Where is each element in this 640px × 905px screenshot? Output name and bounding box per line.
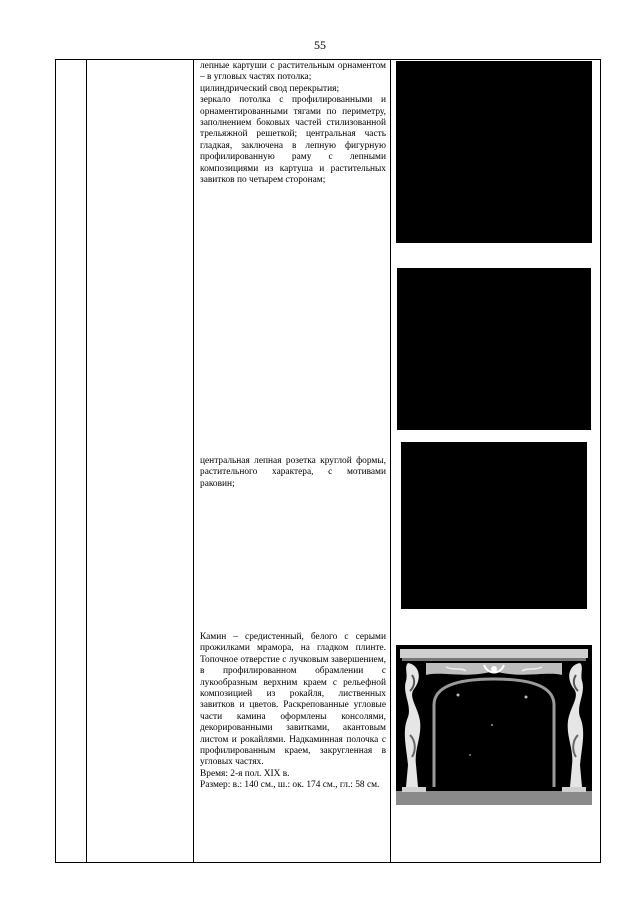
column-divider-3 xyxy=(390,60,391,862)
fireplace-time: Время: 2-я пол. XIX в. xyxy=(200,768,290,779)
fireplace-illustration xyxy=(396,645,592,805)
column-divider-1 xyxy=(86,60,87,862)
fireplace-size: Размер: в.: 140 см., ш.: ок. 174 см., гл.: 58 см. xyxy=(200,780,380,791)
ceiling-line-cartouche: лепные картуши с растительным орнаментом – в угловых частях потолка; xyxy=(200,61,386,83)
ceiling-cartouche-photo xyxy=(396,61,592,243)
rosette-text: центральная лепная розетка круглой формы, растительного характера, с мотивами раковин; xyxy=(200,456,386,489)
ceiling-line-vault: цилиндрический свод перекрытия; xyxy=(200,83,340,94)
ceiling-description xyxy=(200,61,386,186)
page-number: 55 xyxy=(314,38,326,52)
fireplace-text: Камин – средистенный, белого с серыми прожилками мрамора, на гладком плинте. Топочное отверстие с лучковым завершением, в профилированном обрамлении с лукообразным верхним краем с рельефной композицией из рокайля, лиственных завитков и цветов. Раскрепованные угловые части камина оформлены консолями, декорированными завитками, акантовым листом и рокайлями. Надкаминная полочка с профилированным краем, закругленная в угловых частях. xyxy=(200,632,386,768)
document-table xyxy=(55,59,601,863)
fireplace-description xyxy=(200,632,386,792)
rosette-description xyxy=(200,456,386,490)
ceiling-vault-photo xyxy=(397,268,591,430)
ceiling-line-mirror: зеркало потолка с профилированными и орнаментированными тягами по периметру, заполнением боковых частей стилизованной трельяжной решеткой; центральная часть гладкая, заключена в лепную фигурную профилированную раму с лепными композициями из картуша и растительных завитков по четырем сторонам; xyxy=(200,95,386,186)
column-divider-2 xyxy=(193,60,194,862)
rosette-photo xyxy=(401,442,587,609)
fireplace-photo xyxy=(396,645,592,805)
